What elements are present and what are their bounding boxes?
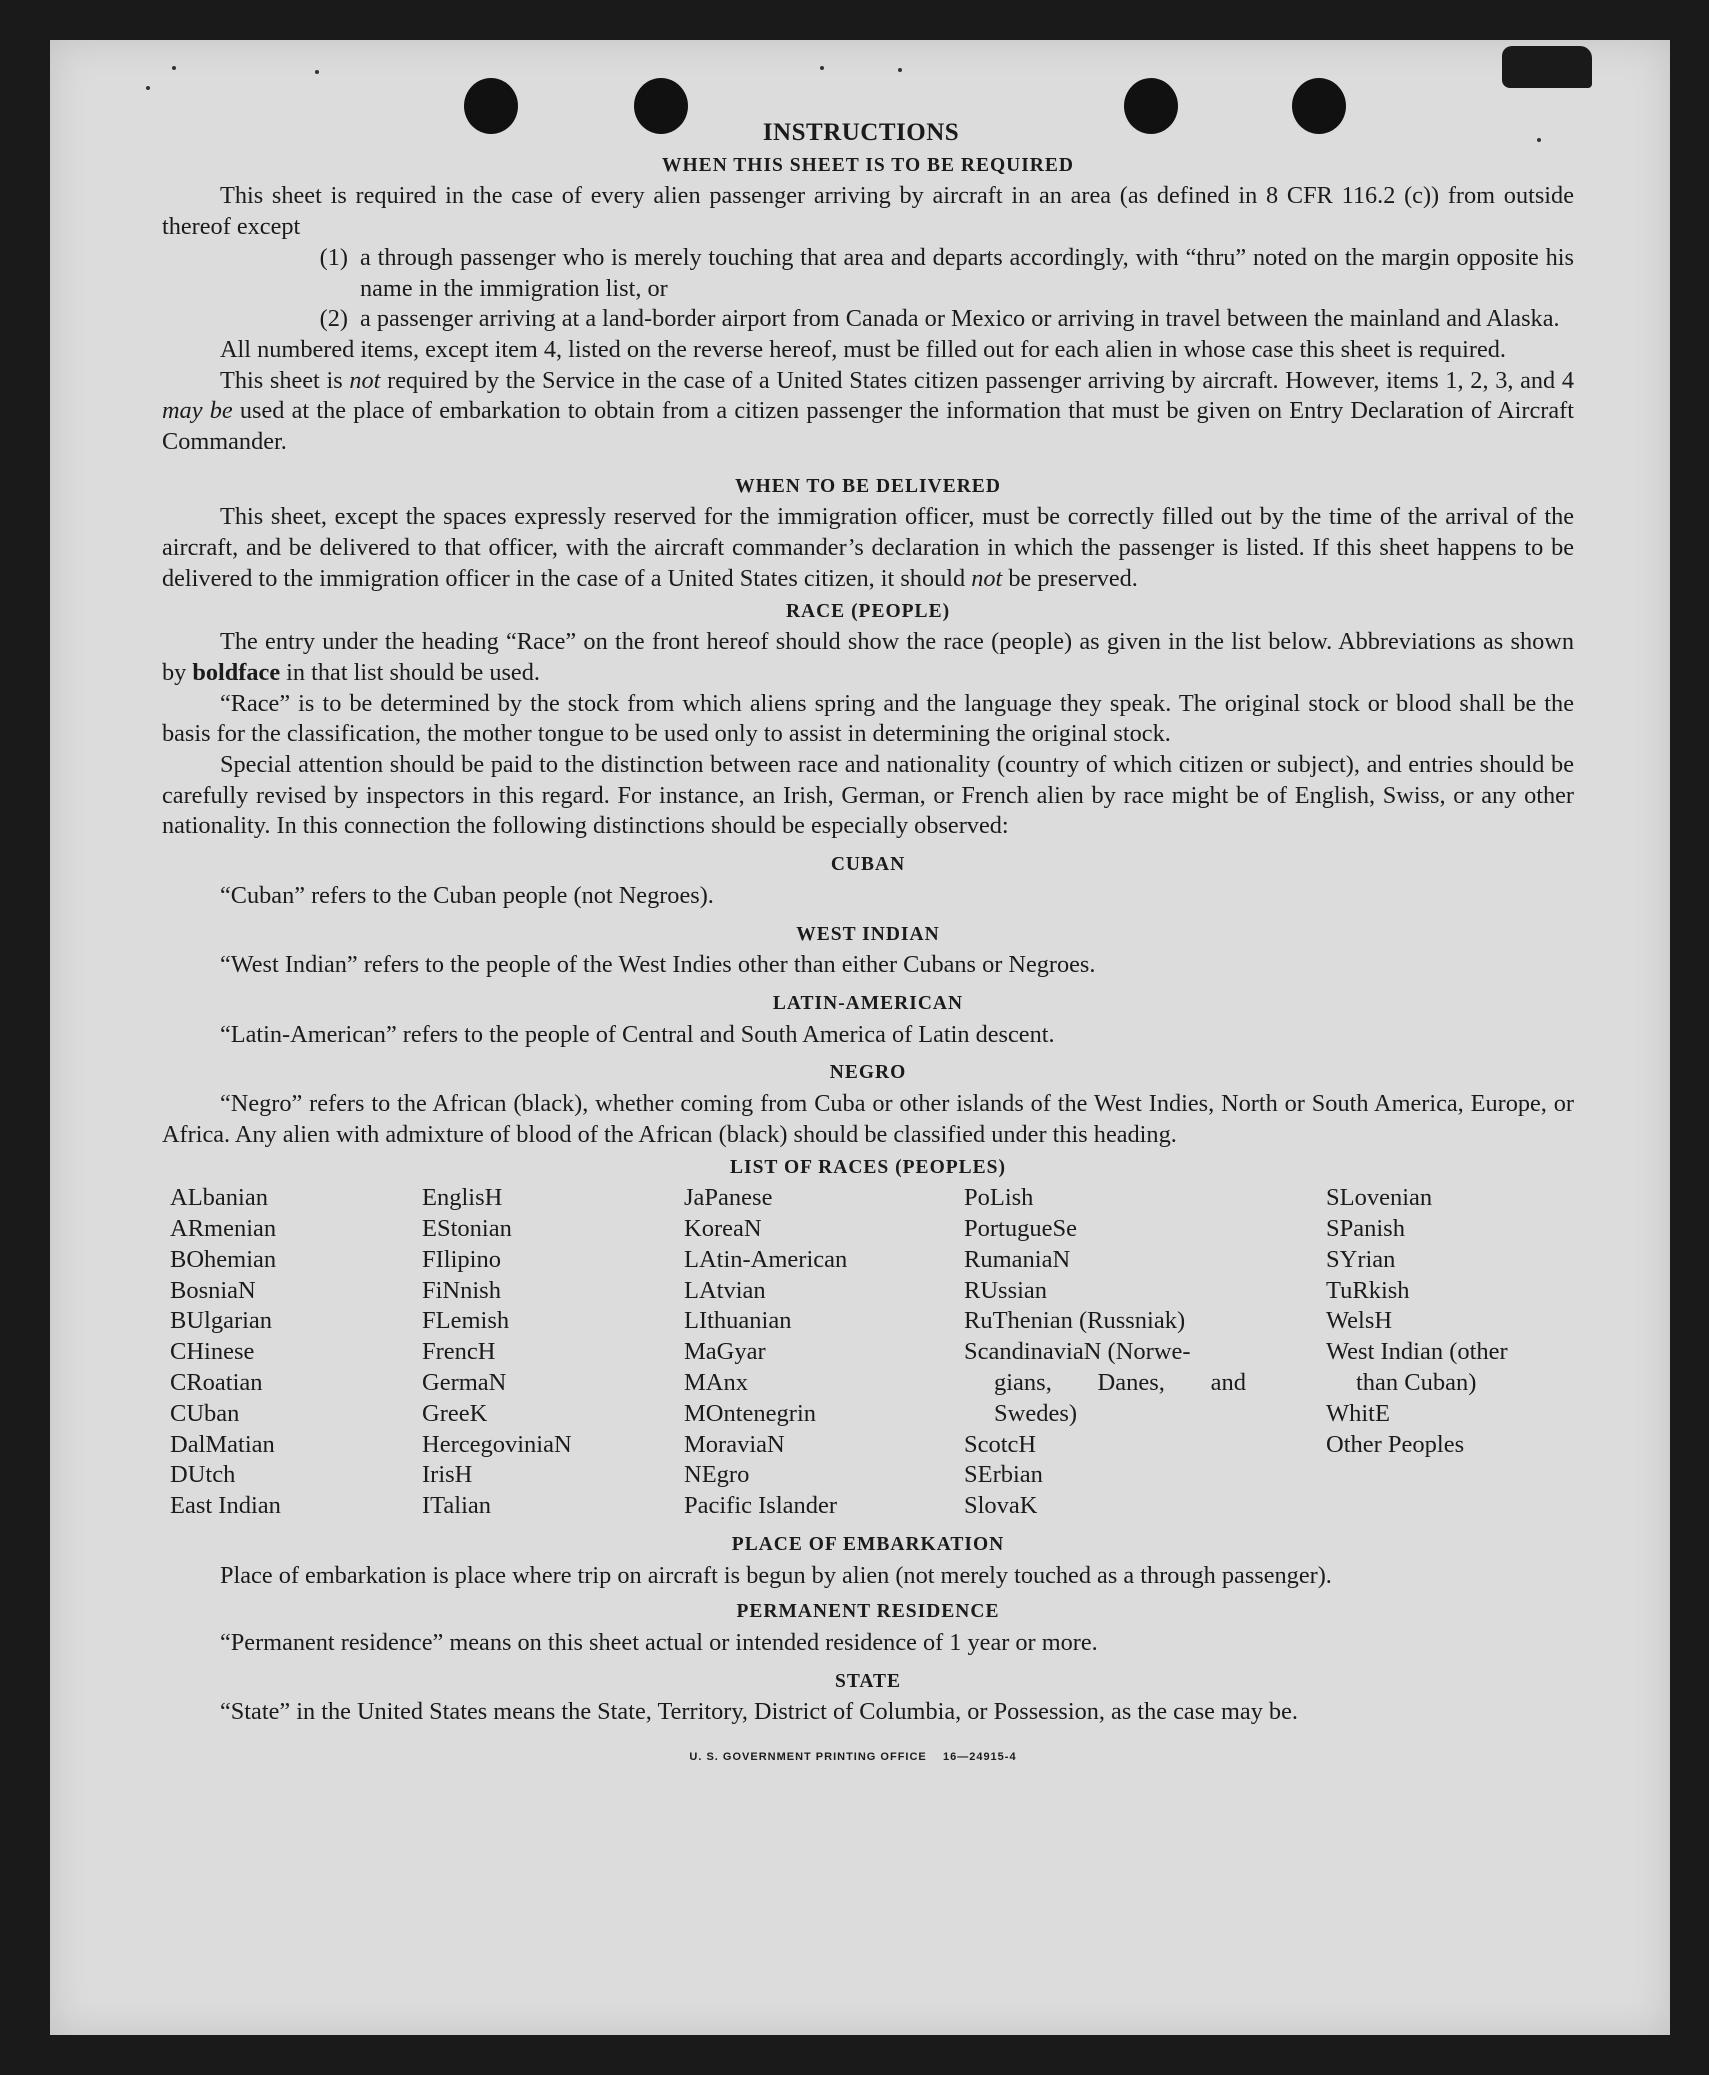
latin-american-text: “Latin-American” refers to the people of Central and South America of Latin descent. <box>220 1020 1055 1048</box>
heading-when-required: WHEN THIS SHEET IS TO BE REQUIRED <box>662 154 1074 176</box>
race-entry: MaGyar <box>684 1338 766 1366</box>
residence-text: “Permanent residence” means on this sheet actual or intended residence of 1 year or more. <box>220 1629 1098 1657</box>
race-entry: EnglisH <box>422 1184 503 1212</box>
race-entry: LAtin-American <box>684 1245 848 1273</box>
negro-text: “Negro” refers to the African (black), whether coming from Cuba or other islands of the West Indies, North or South America, Europe, or Africa. Any alien with admixture of blood of the African (black) should be classified under this heading. <box>162 1090 1574 1148</box>
race-entry: FIlipino <box>422 1245 501 1273</box>
race-entry-continued <box>964 1368 1246 1399</box>
race-entry: ALbanian <box>170 1184 268 1212</box>
race-entry: FLemish <box>422 1307 510 1335</box>
bold-word: boldface <box>192 658 281 686</box>
race-entry: ITalian <box>422 1492 492 1520</box>
binder-tab <box>1502 46 1592 88</box>
race-entry: ScandinaviaN (Norwe- <box>964 1338 1191 1366</box>
race-entry: WhitE <box>1326 1399 1390 1427</box>
state-text: “State” in the United States means the State, Territory, District of Columbia, or Possession, as the case may be. <box>220 1698 1298 1726</box>
race-entry: MOntenegrin <box>684 1399 816 1427</box>
race-entry: TuRkish <box>1326 1276 1410 1304</box>
speck <box>172 66 176 70</box>
races-column-4 <box>964 1183 1326 1522</box>
race-entry-continued: than Cuban) <box>1356 1368 1477 1396</box>
heading-latin-american: LATIN-AMERICAN <box>772 992 964 1014</box>
race-entry: BOhemian <box>170 1245 277 1273</box>
race-entry: IrisH <box>422 1461 473 1489</box>
race-p2: “Race” is to be determined by the stock from which aliens spring and the language they speak. The original stock or blood shall be the basis for the classification, the mother tongue to be used only to assist in determining the original stock. <box>162 689 1574 748</box>
race-entry: WelsH <box>1326 1307 1393 1335</box>
race-entry: SlovaK <box>964 1492 1038 1520</box>
race-entry: LIthuanian <box>684 1307 792 1335</box>
emphasis: not <box>971 564 1003 592</box>
race-p1 <box>162 627 1574 688</box>
exception-number: (1) <box>319 243 348 271</box>
race-entry: ARmenian <box>170 1215 277 1242</box>
text-run: Danes, <box>1097 1368 1165 1396</box>
text-run: The entry under the heading “Race” on the front hereof should show the race (people) as given in the list below. Abbreviations as shown by <box>162 628 1574 686</box>
race-entry-continued: Swedes) <box>994 1399 1078 1427</box>
race-entry: GreeK <box>422 1399 488 1427</box>
race-entry: PoLish <box>964 1184 1034 1212</box>
race-entry: SLovenian <box>1326 1184 1433 1212</box>
west-indian-text: “West Indian” refers to the people of the West Indies other than either Cubans or Negroes. <box>220 951 1096 979</box>
race-entry: BUlgarian <box>170 1307 273 1335</box>
races-column-3 <box>684 1183 964 1522</box>
heading-list-of-races: LIST OF RACES (PEOPLES) <box>729 1156 1006 1178</box>
race-entry: JaPanese <box>684 1184 773 1212</box>
race-p3: Special attention should be paid to the distinction between race and nationality (country of which citizen or subject), and entries should be carefully revised by inspectors in this regard. For instance, an Irish, German, or French alien by race might be of English, Swiss, or any other nationality. In this connection the following distinctions should be especially observed: <box>162 751 1574 840</box>
race-entry: FrencH <box>422 1338 496 1366</box>
exception-number: (2) <box>319 305 348 333</box>
race-entry: East Indian <box>170 1492 281 1520</box>
race-entry: West Indian (other <box>1326 1338 1508 1366</box>
race-entry: NEgro <box>684 1461 750 1489</box>
speck <box>146 86 150 90</box>
emphasis: not <box>349 366 381 394</box>
race-entry: PortugueSe <box>964 1215 1077 1242</box>
race-entry: MoraviaN <box>684 1430 785 1458</box>
heading-embarkation: PLACE OF EMBARKATION <box>731 1533 1005 1555</box>
race-entry: Other Peoples <box>1326 1430 1465 1458</box>
heading-residence: PERMANENT RESIDENCE <box>736 1601 1000 1623</box>
heading-state: STATE <box>834 1670 902 1692</box>
when-required-intro: This sheet is required in the case of every alien passenger arriving by aircraft in an area (as defined in 8 CFR 116.2 (c)) from outside thereof except <box>162 182 1574 241</box>
text-run: required by the Service in the case of a United States citizen passenger arriving by aircraft. However, items 1, 2, 3, and 4 <box>380 366 1575 394</box>
race-entry: DUtch <box>170 1461 236 1489</box>
text-run: in that list should be used. <box>280 658 540 686</box>
race-entry: SYrian <box>1326 1245 1396 1273</box>
text-run: and <box>1210 1368 1246 1396</box>
speck <box>820 66 824 70</box>
races-column-2 <box>422 1183 684 1522</box>
speck <box>315 70 319 74</box>
races-list <box>170 1183 1574 1522</box>
race-entry: KoreaN <box>684 1215 762 1242</box>
cuban-text: “Cuban” refers to the Cuban people (not Negroes). <box>220 881 714 909</box>
race-entry: GermaN <box>422 1368 507 1396</box>
emphasis: may be <box>162 397 233 425</box>
race-entry: FiNnish <box>422 1276 501 1304</box>
when-required-p2: All numbered items, except item 4, listed on the reverse hereof, must be filled out for each alien in whose case this sheet is required. <box>220 335 1506 363</box>
race-entry: CUban <box>170 1399 240 1427</box>
race-entry: MAnx <box>684 1368 748 1396</box>
text-run: used at the place of embarkation to obtain from a citizen passenger the information that must be given on Entry Declaration of Aircraft Commander. <box>162 397 1574 456</box>
exception-text: a through passenger who is merely touching that area and departs accordingly, with “thru” noted on the margin opposite his name in the immigration list, or <box>360 243 1574 302</box>
race-entry: Pacific Islander <box>684 1492 838 1520</box>
races-column-1 <box>170 1183 422 1522</box>
printing-office-footer: U. S. GOVERNMENT PRINTING OFFICE 16—24915-4 <box>689 1751 1017 1764</box>
speck <box>898 68 902 72</box>
heading-cuban: CUBAN <box>830 854 906 876</box>
text-run: gians, <box>994 1368 1052 1396</box>
race-entry: CHinese <box>170 1338 255 1366</box>
race-entry: DalMatian <box>170 1430 275 1458</box>
heading-race: RACE (PEOPLE) <box>785 600 951 622</box>
page-title: INSTRUCTIONS <box>762 119 960 146</box>
race-entry: SPanish <box>1326 1215 1405 1242</box>
exception-item <box>162 304 1574 335</box>
text-run: This sheet, except the spaces expressly reserved for the immigration officer, must be correctly filled out by the time of the arrival of the aircraft, and be delivered to that officer, with the aircraft commander’s declaration in which the passenger is listed. If this sheet happens to be delivered to the immigration officer in the case of a United States citizen, it should <box>162 503 1574 592</box>
race-entry: LAtvian <box>684 1276 766 1304</box>
races-column-5 <box>1326 1183 1586 1522</box>
heading-when-delivered: WHEN TO BE DELIVERED <box>735 475 1001 497</box>
race-entry: ScotcH <box>964 1430 1037 1458</box>
when-delivered-text <box>162 502 1574 594</box>
exception-item <box>162 243 1574 304</box>
heading-west-indian: WEST INDIAN <box>796 923 940 945</box>
heading-negro: NEGRO <box>829 1062 907 1084</box>
race-entry: EStonian <box>422 1215 512 1242</box>
text-run: be preserved. <box>1002 564 1138 592</box>
race-entry: CRoatian <box>170 1368 263 1396</box>
race-entry: SErbian <box>964 1461 1043 1489</box>
embarkation-text: Place of embarkation is place where trip on aircraft is begun by alien (not merely touched as a through passenger). <box>220 1561 1332 1589</box>
exception-text: a passenger arriving at a land-border airport from Canada or Mexico or arriving in travel between the mainland and Alaska. <box>360 305 1560 333</box>
race-entry: BosniaN <box>170 1276 256 1304</box>
race-entry: RUssian <box>964 1276 1048 1304</box>
document-sheet <box>50 40 1670 2035</box>
race-entry: HercegoviniaN <box>422 1430 572 1458</box>
race-entry: RumaniaN <box>964 1245 1071 1273</box>
text-run: This sheet is <box>220 366 350 394</box>
instructions-content <box>162 118 1574 1773</box>
when-required-p3 <box>162 366 1574 458</box>
race-entry: RuThenian (Russniak) <box>964 1307 1186 1335</box>
